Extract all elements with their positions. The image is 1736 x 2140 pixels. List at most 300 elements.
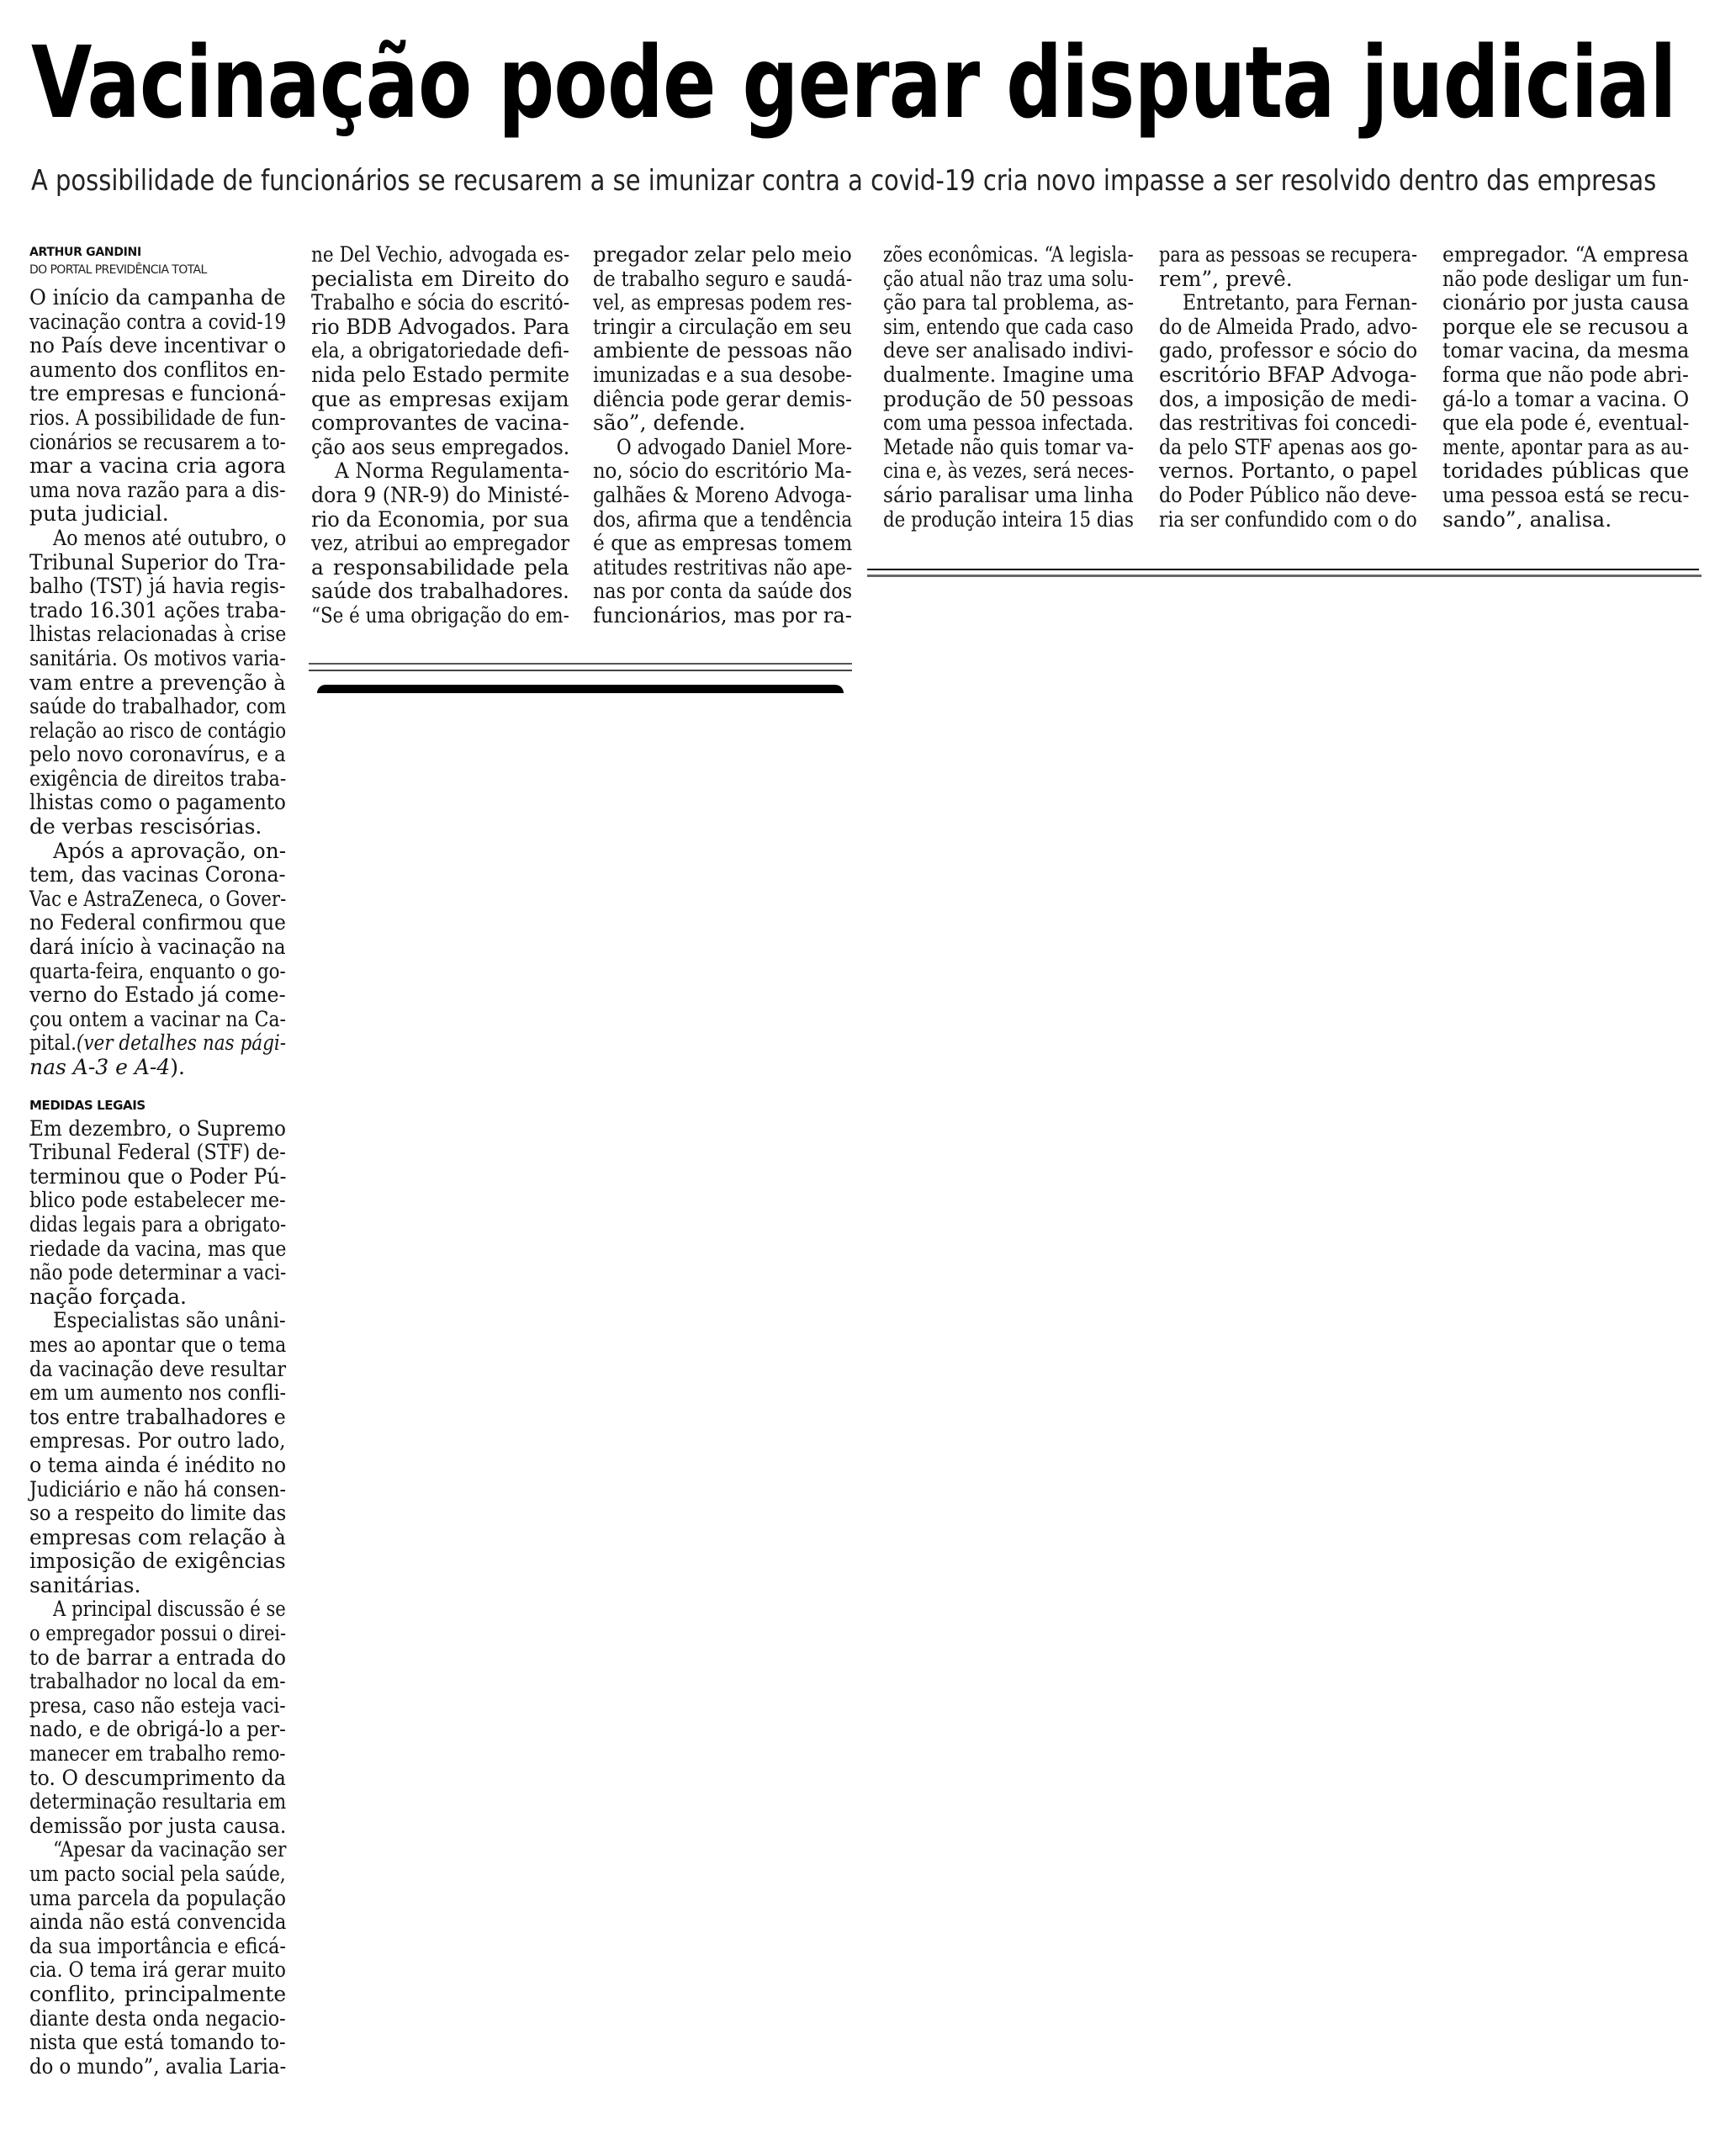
body-text: diante desta onda negacio- (29, 2005, 286, 2031)
text-line (29, 1718, 286, 1742)
text-line-content (29, 1502, 286, 1526)
body-text: diência pode gerar demis- (593, 386, 852, 411)
body-text: quarta-feira, enquanto o go- (29, 958, 286, 983)
body-text: sanitária. Os motivos varia- (29, 645, 286, 670)
text-line (29, 1285, 286, 1310)
text-line-content (1442, 436, 1689, 460)
body-text: O início da campanha de (29, 285, 286, 310)
text-line (311, 508, 569, 532)
text-line (1442, 388, 1689, 412)
text-line-content (29, 1646, 286, 1671)
text-line-content (29, 2007, 286, 2031)
body-text: escritório BFAP Advoga- (1159, 362, 1417, 387)
text-line (29, 1141, 286, 1165)
text-line-content (311, 268, 569, 292)
body-text: gá-lo a tomar a vacina. O (1442, 386, 1690, 411)
text-line (1159, 268, 1417, 292)
text-line-content (1442, 315, 1689, 340)
text-line (29, 599, 286, 623)
body-text: deve ser analisado indivi- (883, 338, 1134, 363)
body-text: nista que está tomando to- (29, 2030, 286, 2055)
body-text: riedade da vacina, mas que (29, 1236, 287, 1261)
text-line-content (29, 1429, 286, 1454)
text-line-content (29, 1454, 286, 1478)
text-line-content (311, 411, 569, 436)
body-text: Após a aprovação, on- (53, 838, 287, 863)
body-text: rem”, prevê. (1159, 266, 1293, 291)
text-line (1159, 291, 1417, 315)
body-text: produção de 50 pessoas (883, 386, 1134, 411)
column-divider-rule (309, 670, 852, 671)
text-line (311, 315, 569, 340)
body-text: “Apesar da vacinação ser (53, 1837, 287, 1862)
body-text: a responsabilidade pela (311, 554, 569, 580)
body-text: cionário por justa causa (1442, 290, 1690, 315)
column-body (29, 1117, 286, 2079)
body-text: ela, a obrigatoriedade defi- (311, 338, 569, 363)
text-line (29, 671, 286, 696)
text-line (593, 243, 852, 268)
text-line-content (1159, 243, 1417, 268)
body-text: cia. O tema irá gerar muito (29, 1957, 286, 1983)
body-text: atitudes restritivas não ape- (593, 554, 853, 580)
body-text: lhistas relacionadas à crise (29, 622, 287, 647)
text-line (311, 580, 569, 604)
text-line-content (29, 454, 286, 479)
text-line-content (29, 1189, 286, 1213)
body-text: trabalhador no local da em- (29, 1669, 286, 1694)
text-line-content (29, 358, 286, 383)
text-line-content (29, 1213, 286, 1237)
text-line (29, 1165, 286, 1189)
text-line-content (311, 532, 569, 556)
text-line (29, 334, 286, 358)
text-line-content (29, 1983, 286, 2007)
body-text: sanitárias. (29, 1572, 141, 1597)
text-line (883, 484, 1134, 508)
text-line (29, 1261, 286, 1285)
text-line-content (1159, 459, 1417, 484)
text-line (29, 1309, 286, 1333)
text-line-content (29, 1790, 286, 1814)
text-line (311, 339, 569, 363)
body-text: Trabalho e sócia do escritó- (311, 290, 570, 315)
text-line-content (311, 580, 569, 604)
body-text: ). (170, 1055, 185, 1079)
body-text: ainda não está convencida (29, 1910, 287, 1935)
text-line (1442, 363, 1689, 388)
body-text: rio da Economia, por sua (311, 506, 569, 532)
text-line-content (29, 502, 169, 527)
headline: Vacinação pode gerar disputa judicial (31, 24, 1676, 140)
body-text: mar a vacina cria agora (29, 453, 286, 479)
text-line (593, 388, 852, 412)
body-text: determinação resultaria em (29, 1789, 287, 1814)
text-line-content (29, 743, 286, 767)
body-text: toridades públicas que (1442, 458, 1690, 484)
column-body (1442, 243, 1689, 532)
text-line-content (29, 791, 286, 815)
text-line-content (1442, 243, 1689, 268)
text-line (29, 1406, 286, 1430)
text-line-content (53, 1309, 286, 1333)
text-line (593, 484, 852, 508)
text-line-content (29, 1622, 286, 1646)
text-line-content (29, 1694, 286, 1719)
text-line-content (29, 1261, 286, 1285)
text-line (311, 459, 569, 484)
text-line (29, 551, 286, 575)
text-line-content (883, 411, 1134, 436)
text-line (29, 1008, 286, 1032)
text-line (1159, 459, 1417, 484)
body-text: é que as empresas tomem (593, 531, 853, 556)
section-title: MEDIDAS LEGAIS (29, 1097, 146, 1113)
text-line-content (1442, 268, 1689, 292)
text-line-content (29, 1406, 286, 1430)
text-line-content (29, 1862, 286, 1887)
text-line-content (29, 647, 286, 671)
text-line-content (29, 911, 286, 935)
body-text: “Se é uma obrigação do em- (311, 602, 569, 628)
text-line (29, 310, 286, 335)
text-line (29, 1237, 286, 1262)
body-text: demissão por justa causa. (29, 1813, 287, 1838)
column-body (593, 243, 852, 628)
text-line (29, 1838, 286, 1862)
text-line-content (1159, 436, 1417, 460)
text-line-content (311, 556, 569, 580)
text-line-content (1442, 459, 1689, 484)
column-divider-rule (867, 569, 1699, 570)
text-line (29, 719, 286, 744)
text-line-content (29, 286, 286, 310)
text-line (29, 1597, 286, 1622)
text-line (1159, 411, 1417, 436)
body-text: blico pode estabelecer me- (29, 1188, 286, 1213)
text-line (29, 1887, 286, 1911)
text-line (1159, 243, 1417, 268)
text-line (29, 767, 286, 792)
body-text: nação forçada. (29, 1284, 187, 1309)
text-line (593, 556, 852, 580)
body-text: sando”, analisa. (1442, 506, 1612, 532)
body-text: imposição de exigências (29, 1549, 286, 1574)
text-line (1159, 339, 1417, 363)
column-body (29, 286, 286, 1080)
body-text: Em dezembro, o Supremo (29, 1115, 287, 1141)
text-line-content (1159, 339, 1417, 363)
text-line-content (53, 840, 286, 864)
text-line (1442, 484, 1689, 508)
body-text: lhistas como o pagamento (29, 790, 286, 815)
text-line-content (1442, 484, 1689, 508)
text-line (1442, 436, 1689, 460)
text-line-content (29, 1526, 286, 1550)
body-text: no Federal confirmou que (29, 910, 286, 935)
text-line (29, 382, 286, 406)
body-text: porque ele se recusou a (1442, 314, 1689, 339)
text-line-content (1159, 268, 1293, 292)
body-text: ção para tal problema, as- (883, 290, 1134, 315)
body-text: empresas com relação à (29, 1524, 286, 1549)
body-text: ria ser confundido com o do (1159, 506, 1417, 532)
byline-source: DO PORTAL PREVIDÊNCIA TOTAL (29, 263, 207, 277)
text-line (29, 502, 286, 527)
text-line (29, 622, 286, 647)
text-line (883, 339, 1134, 363)
body-text: uma pessoa está se recu- (1442, 482, 1690, 507)
text-line (29, 863, 286, 887)
text-line (311, 268, 569, 292)
text-line (311, 604, 569, 628)
text-line (883, 291, 1134, 315)
text-line-content (29, 695, 286, 719)
text-line-content (1159, 411, 1417, 436)
body-text: cina e, às vezes, será neces- (883, 458, 1135, 484)
text-line-content (53, 527, 286, 551)
text-line-content (29, 310, 286, 335)
text-line (29, 286, 286, 310)
body-text: Especialistas são unâni- (53, 1308, 286, 1333)
text-line-content (29, 1358, 286, 1382)
text-line (1442, 268, 1689, 292)
body-text: Metade não quis tomar va- (883, 434, 1135, 459)
text-line (29, 1031, 286, 1056)
text-line (883, 363, 1134, 388)
text-line-content (29, 1031, 286, 1056)
body-text: da sua importância e eficá- (29, 1933, 286, 1958)
text-line-content (335, 459, 569, 484)
text-line-content (29, 334, 286, 358)
body-text: manecer em trabalho remo- (29, 1741, 286, 1767)
text-line-content (593, 268, 852, 292)
body-text: so a respeito do limite das (29, 1501, 287, 1526)
body-text: trado 16.301 ações traba- (29, 597, 287, 622)
text-line (593, 508, 852, 532)
text-line (29, 1910, 286, 1935)
text-line-content (1442, 363, 1689, 388)
text-line-content (29, 1814, 286, 1839)
body-text: zões econômicas. “A legisla- (883, 242, 1134, 267)
body-text: do Poder Público não deve- (1159, 482, 1417, 507)
body-text: no País deve incentivar o (29, 333, 287, 358)
body-text: O advogado Daniel More- (617, 434, 853, 459)
text-line-content (29, 1767, 286, 1791)
body-text: de verbas rescisórias. (29, 814, 262, 840)
text-line-content (29, 960, 286, 984)
text-line-content (29, 1549, 286, 1574)
text-line-content (311, 315, 569, 340)
body-text: conflito, principalmente (29, 1981, 287, 2006)
text-line-content (29, 599, 286, 623)
column-body (311, 243, 569, 628)
text-line (29, 815, 286, 840)
body-text: nado, e de obrigá-lo a per- (29, 1717, 286, 1742)
text-line-content (53, 1597, 286, 1622)
text-line-content (29, 1141, 286, 1165)
text-line (29, 1429, 286, 1454)
article-column-4 (883, 243, 1134, 532)
text-line (1442, 315, 1689, 340)
text-line-content (29, 863, 286, 887)
body-text: rios. A possibilidade de fun- (29, 405, 286, 430)
body-text: vacinação contra a covid-19 (29, 309, 287, 334)
text-line (883, 388, 1134, 412)
text-line (29, 1526, 286, 1550)
text-line (1159, 508, 1417, 532)
text-line (593, 363, 852, 388)
text-line-content (883, 436, 1134, 460)
article-column-5 (1159, 243, 1417, 532)
text-line (29, 527, 286, 551)
text-line (29, 575, 286, 599)
text-line (593, 411, 852, 436)
body-text: ção atual não traz uma solu- (883, 266, 1134, 291)
text-line (311, 291, 569, 315)
text-line (29, 1502, 286, 1526)
text-line (883, 508, 1134, 532)
body-text: Entretanto, para Fernan- (1183, 290, 1418, 315)
text-line-content (593, 363, 852, 388)
text-line-content (593, 508, 852, 532)
text-line-content (29, 1574, 140, 1598)
text-line (29, 479, 286, 503)
text-line-content (29, 1381, 286, 1406)
text-line-content (883, 243, 1134, 268)
body-text: saúde do trabalhador, com (29, 694, 287, 719)
body-text: ne Del Vechio, advogada es- (311, 242, 570, 267)
text-line-content (29, 1056, 185, 1080)
article-column-1 (29, 244, 286, 2079)
text-line-content (29, 935, 286, 960)
text-line-content (29, 1165, 286, 1189)
text-line-content (883, 459, 1134, 484)
body-text: das restritivas foi concedi- (1159, 411, 1417, 436)
text-line (1442, 291, 1689, 315)
body-text: Ao menos até outubro, o (53, 525, 287, 550)
text-line-content (1442, 388, 1689, 412)
body-text: de produção inteira 15 dias (883, 506, 1134, 532)
text-line (29, 840, 286, 864)
body-text: didas legais para a obrigato- (29, 1211, 287, 1237)
body-text: pecialista em Direito do (311, 266, 569, 291)
body-text: to de barrar a entrada do (29, 1645, 286, 1670)
text-line (593, 580, 852, 604)
body-text: o tema ainda é inédito no (29, 1452, 287, 1477)
body-text: vel, as empresas podem res- (593, 290, 852, 315)
text-line (1442, 508, 1689, 532)
text-line-content (311, 436, 569, 460)
text-line (311, 363, 569, 388)
text-line-content (617, 436, 852, 460)
body-text: saúde dos trabalhadores. (311, 579, 569, 604)
body-text: çou ontem a vacinar na Ca- (29, 1006, 286, 1031)
text-line (29, 454, 286, 479)
text-line (883, 243, 1134, 268)
text-line-content (593, 604, 852, 628)
text-line (29, 1742, 286, 1767)
body-text: dos, afirma que a tendência (593, 506, 853, 532)
text-line-content (593, 580, 852, 604)
text-line-content (29, 1285, 187, 1310)
text-line (29, 935, 286, 960)
text-line-content (311, 388, 569, 412)
body-text: A Norma Regulamenta- (335, 458, 570, 484)
text-line (29, 1935, 286, 1959)
column-divider-rule (309, 663, 852, 665)
text-line (593, 604, 852, 628)
body-text: que as empresas exijam (311, 386, 569, 411)
body-text: Tribunal Federal (STF) de- (29, 1140, 286, 1165)
text-line (29, 2007, 286, 2031)
body-text: pital. (29, 1030, 77, 1056)
text-line-content (883, 268, 1134, 292)
article-column-2 (311, 243, 569, 628)
text-line-content (29, 1718, 286, 1742)
text-line (1159, 484, 1417, 508)
column-body (883, 243, 1134, 532)
body-text: do o mundo”, avalia Laria- (29, 2053, 287, 2079)
text-line (29, 791, 286, 815)
text-line (1442, 339, 1689, 363)
text-line (29, 1983, 286, 2007)
body-text: aumento dos conflitos en- (29, 357, 286, 382)
text-line-content (883, 484, 1134, 508)
body-text: funcionários, mas por ra- (593, 602, 852, 628)
text-line-content (311, 363, 569, 388)
text-line (29, 743, 286, 767)
text-line-content (593, 291, 852, 315)
text-line-content (29, 671, 286, 696)
text-line-content (29, 2055, 286, 2079)
text-line-content (29, 622, 286, 647)
text-line-content (593, 339, 852, 363)
text-line (29, 1189, 286, 1213)
body-text: rio BDB Advogados. Para (311, 314, 570, 339)
body-text: comprovantes de vacina- (311, 411, 569, 436)
text-line-content (311, 291, 569, 315)
text-line (29, 1056, 286, 1080)
body-text: ambiente de pessoas não (593, 338, 853, 363)
text-line-content (29, 431, 286, 455)
body-text: o empregador possui o direi- (29, 1621, 287, 1646)
body-text: dora 9 (NR-9) do Ministé- (311, 482, 570, 507)
text-line-content (29, 1958, 286, 1983)
text-line-content (883, 291, 1134, 315)
text-line-content (29, 983, 286, 1008)
text-line (29, 1358, 286, 1382)
body-text: balho (TST) já havia regis- (29, 574, 286, 599)
text-line (593, 532, 852, 556)
body-text: não pode determinar a vaci- (29, 1260, 287, 1285)
text-line (29, 1574, 286, 1598)
text-line (29, 1767, 286, 1791)
text-line (311, 388, 569, 412)
text-line (1159, 315, 1417, 340)
text-line (29, 1333, 286, 1358)
text-line-content (29, 406, 286, 431)
text-line (29, 2055, 286, 2079)
body-text: presa, caso não esteja vaci- (29, 1692, 286, 1718)
text-line-content (29, 1935, 286, 1959)
article-column-6 (1442, 243, 1689, 532)
text-line (29, 647, 286, 671)
body-text: empresas. Por outro lado, (29, 1428, 286, 1454)
text-line-content (883, 508, 1134, 532)
text-line (883, 459, 1134, 484)
text-line-content (593, 411, 745, 436)
